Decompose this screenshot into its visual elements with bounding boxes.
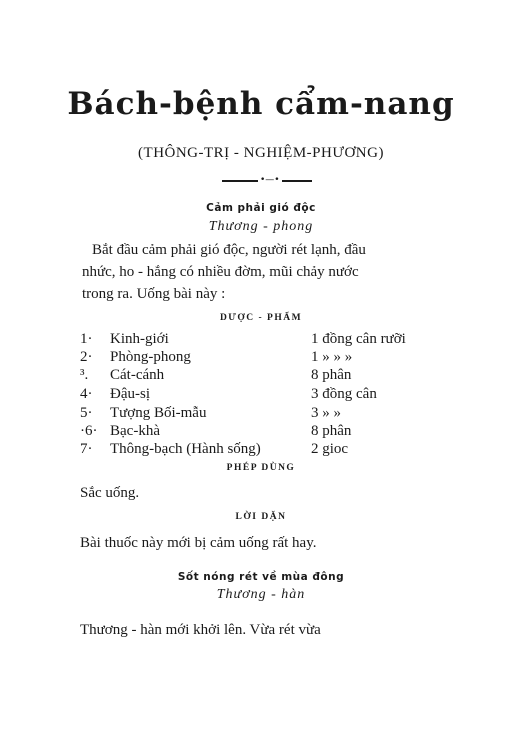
ingredient-number: ·6· xyxy=(80,423,98,439)
book-subtitle: (THÔNG-TRỊ - NGHIỆM-PHƯƠNG) xyxy=(138,145,384,161)
ingredient-name: Bạc-khà xyxy=(110,423,160,439)
ornament-divider xyxy=(222,175,312,185)
ingredient-number: 4· xyxy=(80,386,93,402)
section2-subheading: Thương - hàn xyxy=(216,587,306,602)
ingredient-quantity: 1 đồng cân rưỡi xyxy=(311,331,406,347)
ingredient-number: 7· xyxy=(80,441,93,457)
paragraph-line: trong ra. Uống bài này : xyxy=(82,286,226,302)
ingredient-name: Phòng-phong xyxy=(110,349,191,365)
note-heading: LỜI DẶN xyxy=(235,512,287,522)
paragraph-line: nhức, ho - hắng có nhiều đờm, mũi chảy nước xyxy=(82,264,359,280)
section2-paragraph: Thương - hàn mới khởi lên. Vừa rét vừa xyxy=(80,622,321,638)
ingredient-quantity: 3 » » xyxy=(311,405,341,421)
paragraph-line: Bắt đầu cảm phải gió độc, người rét lạnh, đầu xyxy=(92,242,366,258)
section1-paragraph xyxy=(82,239,432,305)
book-title: Bách-bệnh cẩm-nang xyxy=(67,86,455,122)
ingredient-number: 5· xyxy=(80,405,93,421)
ingredient-name: Tượng Bối-mẫu xyxy=(110,405,207,421)
section1-heading: Cảm phải gió độc xyxy=(206,202,316,214)
ingredient-number: ³. xyxy=(80,367,89,383)
ingredient-quantity: 8 phân xyxy=(311,423,352,439)
usage-heading: PHÉP DÙNG xyxy=(226,463,296,473)
usage-text: Sắc uống. xyxy=(80,485,140,501)
ingredient-name: Kinh-giới xyxy=(110,331,169,347)
ingredient-quantity: 3 đồng cân xyxy=(311,386,377,402)
ingredient-quantity: 2 gioc xyxy=(311,441,349,457)
section1-subheading: Thương - phong xyxy=(208,219,314,234)
ingredient-name: Thông-bạch (Hành sống) xyxy=(110,441,261,457)
ingredients-heading: DƯỢC - PHẨM xyxy=(219,313,303,323)
ingredient-quantity: 1 » » » xyxy=(311,349,353,365)
ingredient-quantity: 8 phân xyxy=(311,367,352,383)
ingredient-name: Cát-cánh xyxy=(110,367,165,383)
ingredient-number: 2· xyxy=(80,349,93,365)
ingredient-number: 1· xyxy=(80,331,93,347)
note-text: Bài thuốc này mới bị cảm uống rất hay. xyxy=(80,535,317,551)
divider-ornament: •—• xyxy=(260,175,280,185)
ingredient-name: Đậu-sị xyxy=(110,386,150,402)
section2-heading: Sốt nóng rét về mùa đông xyxy=(177,571,345,583)
